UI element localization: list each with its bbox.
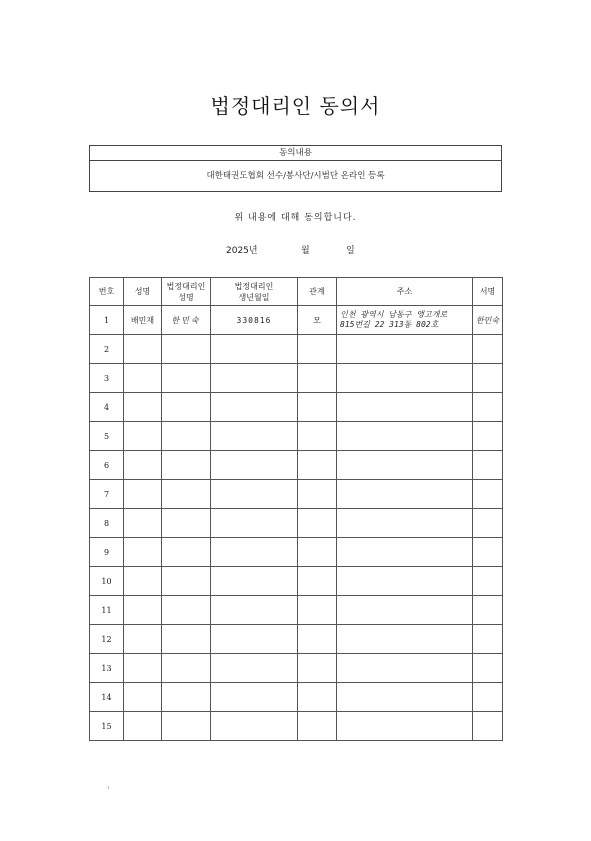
- consent-heading: 동의내용: [90, 146, 501, 161]
- row-number: 5: [90, 422, 124, 451]
- row-relation: [298, 422, 337, 451]
- row-guardian-name: 한민숙: [162, 306, 211, 335]
- row-number: 3: [90, 364, 124, 393]
- row-address: [337, 509, 473, 538]
- row-signature: [473, 567, 503, 596]
- row-signature: [473, 683, 503, 712]
- table-row: [90, 712, 503, 741]
- header-guardian-name-line2: 성명: [178, 292, 194, 302]
- table-row: [90, 422, 503, 451]
- table-row: [90, 683, 503, 712]
- row-number: 13: [90, 654, 124, 683]
- row-signature: [473, 335, 503, 364]
- row-relation: [298, 683, 337, 712]
- header-no: 번호: [90, 278, 124, 306]
- row-guardian-birth: [211, 509, 298, 538]
- scan-mark: [108, 786, 109, 789]
- row-guardian-name: [162, 596, 211, 625]
- row-guardian-birth: [211, 567, 298, 596]
- row-signature: [473, 451, 503, 480]
- table-header-row: [90, 278, 503, 306]
- table-row: [90, 538, 503, 567]
- row-number: 12: [90, 625, 124, 654]
- table-row: [90, 335, 503, 364]
- guardian-table: [89, 277, 503, 741]
- row-guardian-birth: [211, 538, 298, 567]
- table-row: [90, 654, 503, 683]
- row-number: 11: [90, 596, 124, 625]
- row-signature: [473, 596, 503, 625]
- row-name: [124, 712, 162, 741]
- row-guardian-birth: [211, 625, 298, 654]
- row-number: 10: [90, 567, 124, 596]
- row-signature: [473, 480, 503, 509]
- row-address-line2: 815번길 22 313동 802호: [340, 320, 439, 329]
- table-row: [90, 480, 503, 509]
- row-guardian-birth: [211, 335, 298, 364]
- row-relation: [298, 335, 337, 364]
- row-relation: [298, 393, 337, 422]
- row-guardian-birth: [211, 451, 298, 480]
- row-number: 6: [90, 451, 124, 480]
- row-address: [337, 422, 473, 451]
- row-guardian-name: [162, 654, 211, 683]
- row-relation: [298, 480, 337, 509]
- row-name: [124, 335, 162, 364]
- row-address-line1: 인천 광역시 남동구 앵고개로: [340, 310, 448, 319]
- row-relation: 모: [298, 306, 337, 335]
- header-guardian-birth: [211, 278, 298, 306]
- date-month: 월: [301, 246, 310, 256]
- header-relation: 관계: [298, 278, 337, 306]
- row-guardian-name: [162, 712, 211, 741]
- row-signature: [473, 393, 503, 422]
- header-name: 성명: [124, 278, 162, 306]
- row-guardian-name: [162, 422, 211, 451]
- row-name: [124, 422, 162, 451]
- table-row: [90, 306, 503, 335]
- row-name: [124, 451, 162, 480]
- row-signature: [473, 625, 503, 654]
- row-address: [337, 393, 473, 422]
- header-guardian-birth-line2: 생년월일: [238, 292, 270, 302]
- table-row: [90, 451, 503, 480]
- row-name: [124, 364, 162, 393]
- row-number: 9: [90, 538, 124, 567]
- row-address: [337, 480, 473, 509]
- row-address: [337, 683, 473, 712]
- row-signature: [473, 422, 503, 451]
- row-signature: [473, 509, 503, 538]
- row-guardian-birth: [211, 393, 298, 422]
- row-relation: [298, 451, 337, 480]
- row-signature: [473, 364, 503, 393]
- row-name: [124, 683, 162, 712]
- row-number: 14: [90, 683, 124, 712]
- row-address: [337, 451, 473, 480]
- row-signature: [473, 712, 503, 741]
- row-relation: [298, 364, 337, 393]
- table-row: [90, 393, 503, 422]
- row-guardian-birth: [211, 480, 298, 509]
- row-relation: [298, 509, 337, 538]
- header-guardian-birth-line1: 법정대리인: [234, 281, 274, 291]
- row-guardian-birth: [211, 654, 298, 683]
- row-relation: [298, 596, 337, 625]
- header-address: 주소: [337, 278, 473, 306]
- row-name: [124, 654, 162, 683]
- table-row: [90, 625, 503, 654]
- row-address: [337, 538, 473, 567]
- row-relation: [298, 538, 337, 567]
- row-relation: [298, 654, 337, 683]
- header-guardian-name: [162, 278, 211, 306]
- row-address: [337, 654, 473, 683]
- table-row: [90, 364, 503, 393]
- row-address: [337, 567, 473, 596]
- header-guardian-name-line1: 법정대리인: [166, 281, 206, 291]
- row-address: [337, 364, 473, 393]
- row-number: 8: [90, 509, 124, 538]
- row-signature: 한민숙: [473, 306, 503, 335]
- row-name: 배민재: [124, 306, 162, 335]
- date-year: 2025년: [226, 246, 258, 256]
- table-row: [90, 567, 503, 596]
- agreement-statement: 위 내용에 대해 동의합니다.: [234, 213, 357, 223]
- row-guardian-name: [162, 538, 211, 567]
- row-address: [337, 335, 473, 364]
- row-address: [337, 712, 473, 741]
- row-signature: [473, 654, 503, 683]
- row-address: [337, 596, 473, 625]
- row-relation: [298, 567, 337, 596]
- row-guardian-birth: [211, 422, 298, 451]
- row-guardian-birth: [211, 596, 298, 625]
- row-guardian-name: [162, 625, 211, 654]
- consent-content: 대한태권도협회 선수/봉사단/시범단 온라인 등록: [206, 171, 385, 181]
- date-day: 일: [346, 246, 355, 256]
- header-signature: 서명: [473, 278, 503, 306]
- row-number: 7: [90, 480, 124, 509]
- row-guardian-name: [162, 364, 211, 393]
- row-guardian-name: [162, 393, 211, 422]
- table-row: [90, 509, 503, 538]
- row-guardian-birth: [211, 364, 298, 393]
- row-name: [124, 393, 162, 422]
- document-title: 법정대리인 동의서: [210, 94, 381, 118]
- row-address: [337, 306, 473, 335]
- row-guardian-name: [162, 451, 211, 480]
- row-guardian-birth: [211, 712, 298, 741]
- row-name: [124, 538, 162, 567]
- row-guardian-name: [162, 509, 211, 538]
- row-guardian-name: [162, 480, 211, 509]
- row-guardian-name: [162, 567, 211, 596]
- row-name: [124, 480, 162, 509]
- row-guardian-birth: [211, 683, 298, 712]
- consent-box: [89, 145, 502, 192]
- row-guardian-name: [162, 683, 211, 712]
- row-number: 4: [90, 393, 124, 422]
- row-number: 2: [90, 335, 124, 364]
- table-row: [90, 596, 503, 625]
- row-relation: [298, 712, 337, 741]
- row-name: [124, 625, 162, 654]
- row-name: [124, 567, 162, 596]
- row-address: [337, 625, 473, 654]
- row-name: [124, 509, 162, 538]
- row-name: [124, 596, 162, 625]
- row-number: 1: [90, 306, 124, 335]
- row-number: 15: [90, 712, 124, 741]
- row-relation: [298, 625, 337, 654]
- row-guardian-birth: 330816: [211, 306, 298, 335]
- row-signature: [473, 538, 503, 567]
- row-guardian-name: [162, 335, 211, 364]
